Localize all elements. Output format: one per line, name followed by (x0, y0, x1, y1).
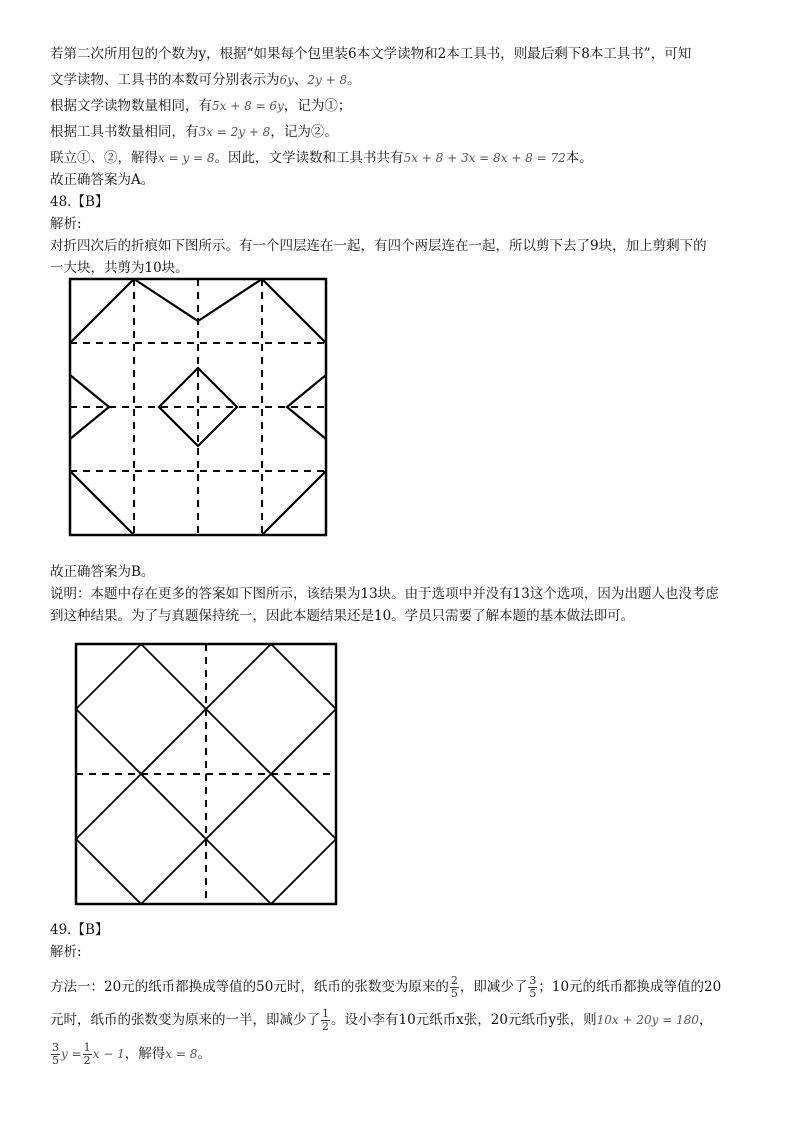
fraction-denominator: 5 (52, 1054, 59, 1067)
intro-line-5-mid: 。因此，文学读数和工具书共有 (214, 150, 404, 166)
intro-expr-2y8: 2y + 8 (307, 73, 348, 87)
intro-line-3-text: 根据文学读物数量相同，有 (50, 98, 212, 114)
fraction-denominator: 5 (529, 987, 537, 1000)
intro-line-3-end: ，记为①； (283, 98, 352, 114)
fraction-denominator: 2 (322, 1020, 329, 1033)
solution-x: x = 8 (165, 1047, 198, 1061)
fraction-numerator: 3 (52, 1041, 59, 1054)
equation-money: 10x + 20y = 180 (596, 1013, 699, 1027)
fraction-one-half-x (83, 1042, 92, 1067)
fraction-two-fifths (450, 975, 459, 1000)
fraction-numerator: 1 (83, 1041, 91, 1054)
q49-method-1-line-1 (50, 973, 721, 1001)
q49-m3-text-b: ，解得 (124, 1046, 166, 1062)
q48-heading: 48.【B】 (50, 194, 109, 210)
intro-line-5-end: 本。 (565, 150, 593, 166)
intro-line-4-text: 根据工具书数量相同，有 (50, 124, 199, 140)
equation-y-part: y = (61, 1047, 82, 1061)
q49-m2-text-a: 元时，纸币的张数变为原来的一半，即减少了 (50, 1012, 320, 1028)
q49-m1-text-a: 方法一：20元的纸币都换成等值的50元时，纸币的张数变为原来的 (50, 979, 449, 995)
intro-line-4-end: ，记为②。 (270, 124, 338, 140)
q49-m2-text-b: 。设小李有10元纸币x张，20元纸币y张，则 (331, 1012, 597, 1028)
fold-crease-figure-1 (64, 276, 330, 540)
intro-answer: 故正确答案为A。 (50, 172, 155, 188)
q49-analysis-label: 解析: (50, 944, 82, 960)
q48-note-2: 到这种结果。为了与真题保持统一，因此本题结果还是10。学员只需要了解本题的基本做法即可。 (50, 608, 635, 624)
equation-1: 5x + 8 = 6y (212, 99, 284, 113)
fraction-numerator: 1 (322, 1007, 329, 1020)
q48-conclusion: 故正确答案为B。 (50, 564, 155, 580)
fraction-three-fifths (528, 975, 537, 1000)
intro-line-2-text: 文学读物、工具书的本数可分别表示为 (50, 72, 280, 88)
q49-method-1-line-2 (50, 1006, 712, 1034)
intro-line-5 (50, 148, 593, 168)
q48-para-2: 一大块，共剪为10块。 (50, 260, 189, 276)
q49-heading: 49.【B】 (50, 922, 109, 938)
solution-xy: x = y = 8 (158, 151, 215, 165)
fraction-three-fifths-y (51, 1042, 60, 1067)
intro-line-2-end: 。 (347, 72, 361, 88)
fold-crease-figure-2 (72, 640, 340, 908)
q49-m3-text-c: 。 (197, 1046, 211, 1062)
intro-line-4 (50, 122, 338, 142)
fraction-numerator: 3 (529, 974, 537, 987)
q48-note-1: 说明：本题中存在更多的答案如下图所示，该结果为13块。由于选项中并没有13这个选项，因为出题人也没考虑 (50, 586, 719, 602)
intro-expr-6y: 6y (279, 73, 294, 87)
fraction-denominator: 2 (83, 1054, 91, 1067)
q49-m1-text-c: ；10元的纸币都换成等值的20 (538, 979, 722, 995)
intro-line-1: 若第二次所用包的个数为y，根据“如果每个包里装6本文学读物和2本工具书，则最后剩下8本工具书”，可知 (50, 46, 692, 62)
q48-para-1: 对折四次后的折痕如下图所示。有一个四层连在一起，有四个两层连在一起，所以剪下去了9块，加上剪剩下的 (50, 238, 707, 254)
intro-line-5-text: 联立①、②，解得 (50, 150, 158, 166)
equation-x-part: x − 1 (92, 1047, 125, 1061)
intro-line-3 (50, 96, 351, 116)
fraction-denominator: 5 (450, 987, 458, 1000)
q48-analysis-label: 解析: (50, 216, 82, 232)
q49-method-1-line-3 (50, 1040, 211, 1068)
fraction-numerator: 2 (450, 974, 458, 987)
q49-m2-text-c: ， (698, 1012, 713, 1028)
equation-2: 3x = 2y + 8 (198, 125, 271, 139)
intro-sep: 、 (293, 72, 308, 88)
q49-m1-text-b: ，即减少了 (459, 979, 528, 995)
total-expr: 5x + 8 + 3x = 8x + 8 = 72 (403, 151, 566, 165)
fraction-one-half (321, 1008, 330, 1033)
intro-line-2 (50, 70, 361, 90)
